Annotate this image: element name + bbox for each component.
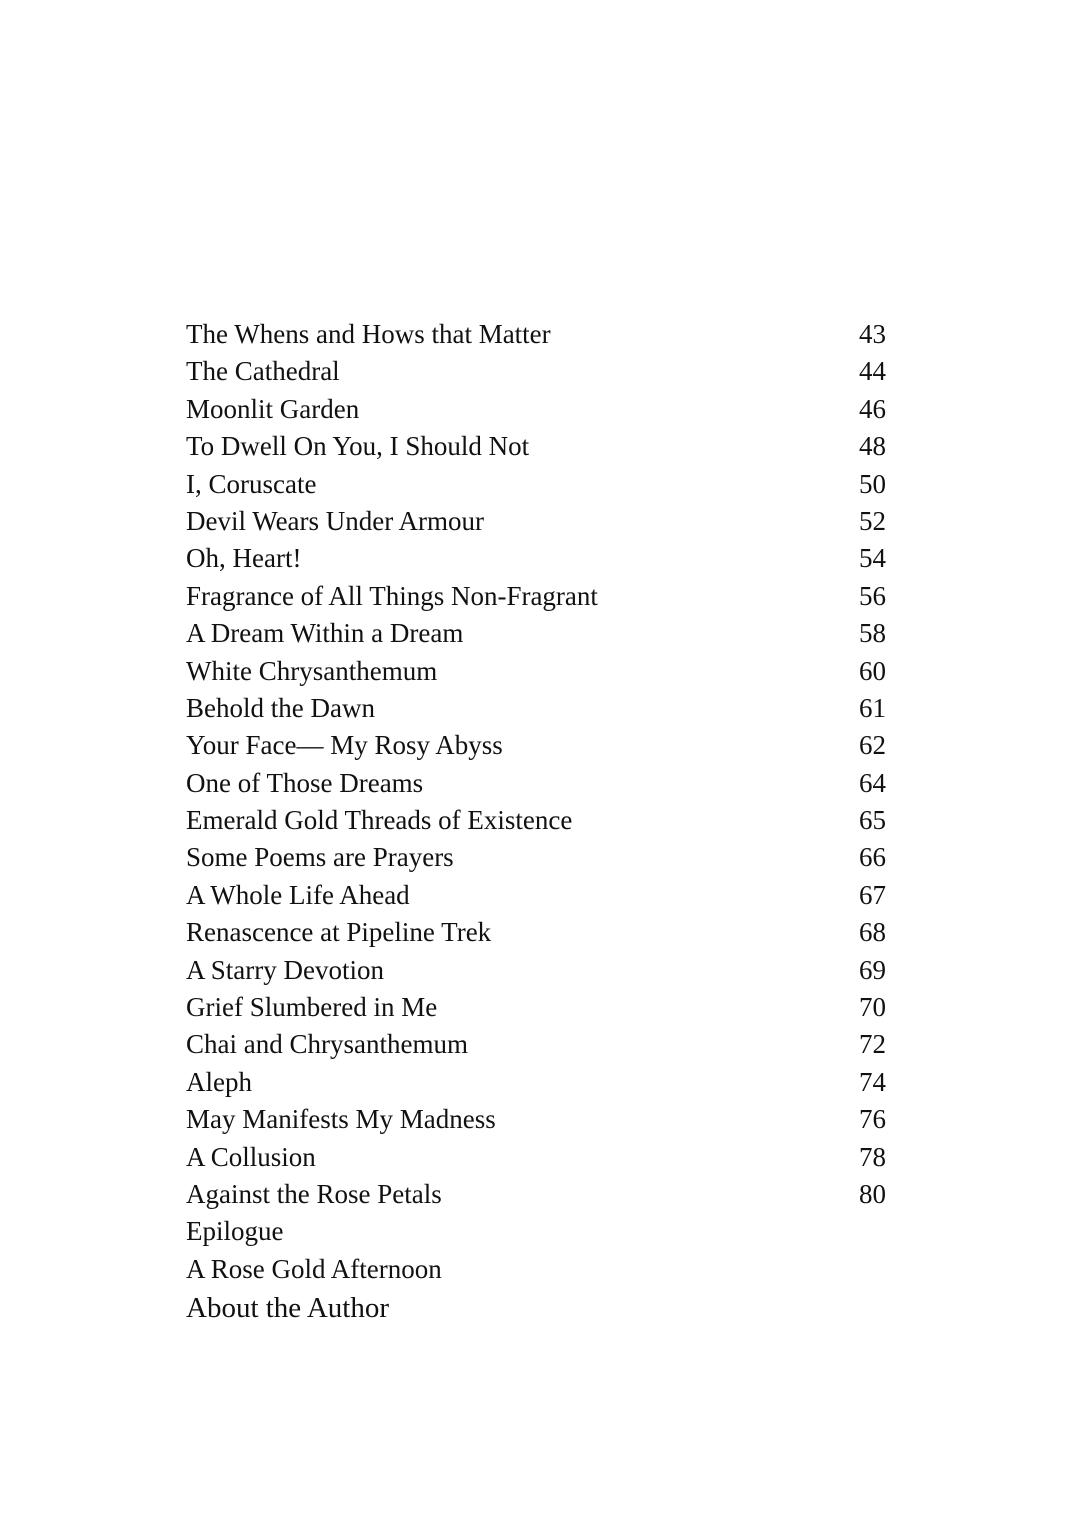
toc-entry <box>186 316 886 353</box>
toc-entry-title: Your Face— My Rosy Abyss <box>186 730 503 761</box>
toc-entry <box>186 914 886 951</box>
toc-entry <box>186 727 886 764</box>
toc-entry <box>186 1251 886 1288</box>
toc-entry-title: Devil Wears Under Armour <box>186 505 485 536</box>
toc-entry-title: A Rose Gold Afternoon <box>186 1253 442 1284</box>
toc-entry-title: Grief Slumbered in Me <box>186 992 438 1023</box>
toc-entry-title: About the Author <box>186 1292 389 1325</box>
toc-entry-page: 80 <box>859 1178 886 1209</box>
toc-entry-page: 58 <box>859 618 886 649</box>
toc-entry-page: 66 <box>859 842 886 873</box>
toc-entry <box>186 428 886 465</box>
toc-entry-title: Moonlit Garden <box>186 393 360 424</box>
toc-entry-page: 52 <box>859 505 886 536</box>
toc-entry-title: Renascence at Pipeline Trek <box>186 917 492 948</box>
toc-entry <box>186 503 886 540</box>
toc-entry <box>186 1101 886 1138</box>
toc-entry <box>186 1064 886 1101</box>
toc-entry-about-the-author <box>186 1288 886 1328</box>
toc-entry-page: 76 <box>859 1104 886 1135</box>
toc-entry-title: Fragrance of All Things Non-Fragrant <box>186 580 598 611</box>
toc-entry-title: A Starry Devotion <box>186 954 384 985</box>
toc-entry <box>186 615 886 652</box>
toc-entry-page: 54 <box>859 543 886 574</box>
toc-entry-page: 43 <box>859 319 886 349</box>
toc-entry-title: A Collusion <box>186 1141 316 1172</box>
toc-entry-page: 60 <box>859 655 886 686</box>
toc-entry <box>186 540 886 577</box>
toc-entry <box>186 1176 886 1213</box>
toc-entry <box>186 765 886 802</box>
toc-entry-title: Behold the Dawn <box>186 692 375 723</box>
toc-entry-title: White Chrysanthemum <box>186 655 438 686</box>
toc-entry-title: One of Those Dreams <box>186 767 424 798</box>
toc-entry <box>186 839 886 876</box>
toc-entry <box>186 466 886 503</box>
toc-entry-page: 67 <box>859 879 886 910</box>
toc-entry-page: 61 <box>859 692 886 723</box>
toc-entry-page: 69 <box>859 954 886 985</box>
toc-entry-title: A Whole Life Ahead <box>186 879 410 910</box>
toc-entry-page: 48 <box>859 431 886 462</box>
toc-entry-title: The Whens and Hows that Matter <box>186 319 551 349</box>
toc-entry <box>186 802 886 839</box>
toc-entry-title: The Cathedral <box>186 356 340 387</box>
toc-entry-title: Against the Rose Petals <box>186 1178 442 1209</box>
toc-entry-title: Oh, Heart! <box>186 543 302 574</box>
toc-entry-title: Epilogue <box>186 1216 284 1247</box>
toc-entry-page: 44 <box>859 356 886 387</box>
toc-entry-page: 70 <box>859 992 886 1023</box>
toc-entry <box>186 690 886 727</box>
toc-entry <box>186 952 886 989</box>
toc-entry-page: 62 <box>859 730 886 761</box>
toc-entry-page: 78 <box>859 1141 886 1172</box>
toc-entry <box>186 653 886 690</box>
toc-entry-title: Emerald Gold Threads of Existence <box>186 805 573 836</box>
toc-entry <box>186 989 886 1026</box>
toc-entry <box>186 353 886 390</box>
toc-entry-page: 72 <box>859 1029 886 1060</box>
table-of-contents <box>186 316 886 1328</box>
toc-entry-epilogue <box>186 1213 886 1250</box>
toc-entry <box>186 1139 886 1176</box>
toc-entry-page: 56 <box>859 580 886 611</box>
toc-entry <box>186 877 886 914</box>
toc-entry-title: A Dream Within a Dream <box>186 618 464 649</box>
toc-entry-page: 74 <box>859 1066 886 1097</box>
toc-entry-title: Some Poems are Prayers <box>186 842 454 873</box>
toc-entry <box>186 1026 886 1063</box>
toc-entry <box>186 391 886 428</box>
toc-entry-title: Aleph <box>186 1066 252 1097</box>
toc-entry-page: 50 <box>859 468 886 499</box>
toc-entry-page: 68 <box>859 917 886 948</box>
toc-entry-page: 64 <box>859 767 886 798</box>
toc-entry-page: 46 <box>859 393 886 424</box>
toc-entry-page: 65 <box>859 805 886 836</box>
toc-entry-title: I, Coruscate <box>186 468 317 499</box>
toc-entry <box>186 578 886 615</box>
toc-entry-title: Chai and Chrysanthemum <box>186 1029 468 1060</box>
toc-entry-title: May Manifests My Madness <box>186 1104 496 1135</box>
toc-entry-title: To Dwell On You, I Should Not <box>186 431 530 462</box>
